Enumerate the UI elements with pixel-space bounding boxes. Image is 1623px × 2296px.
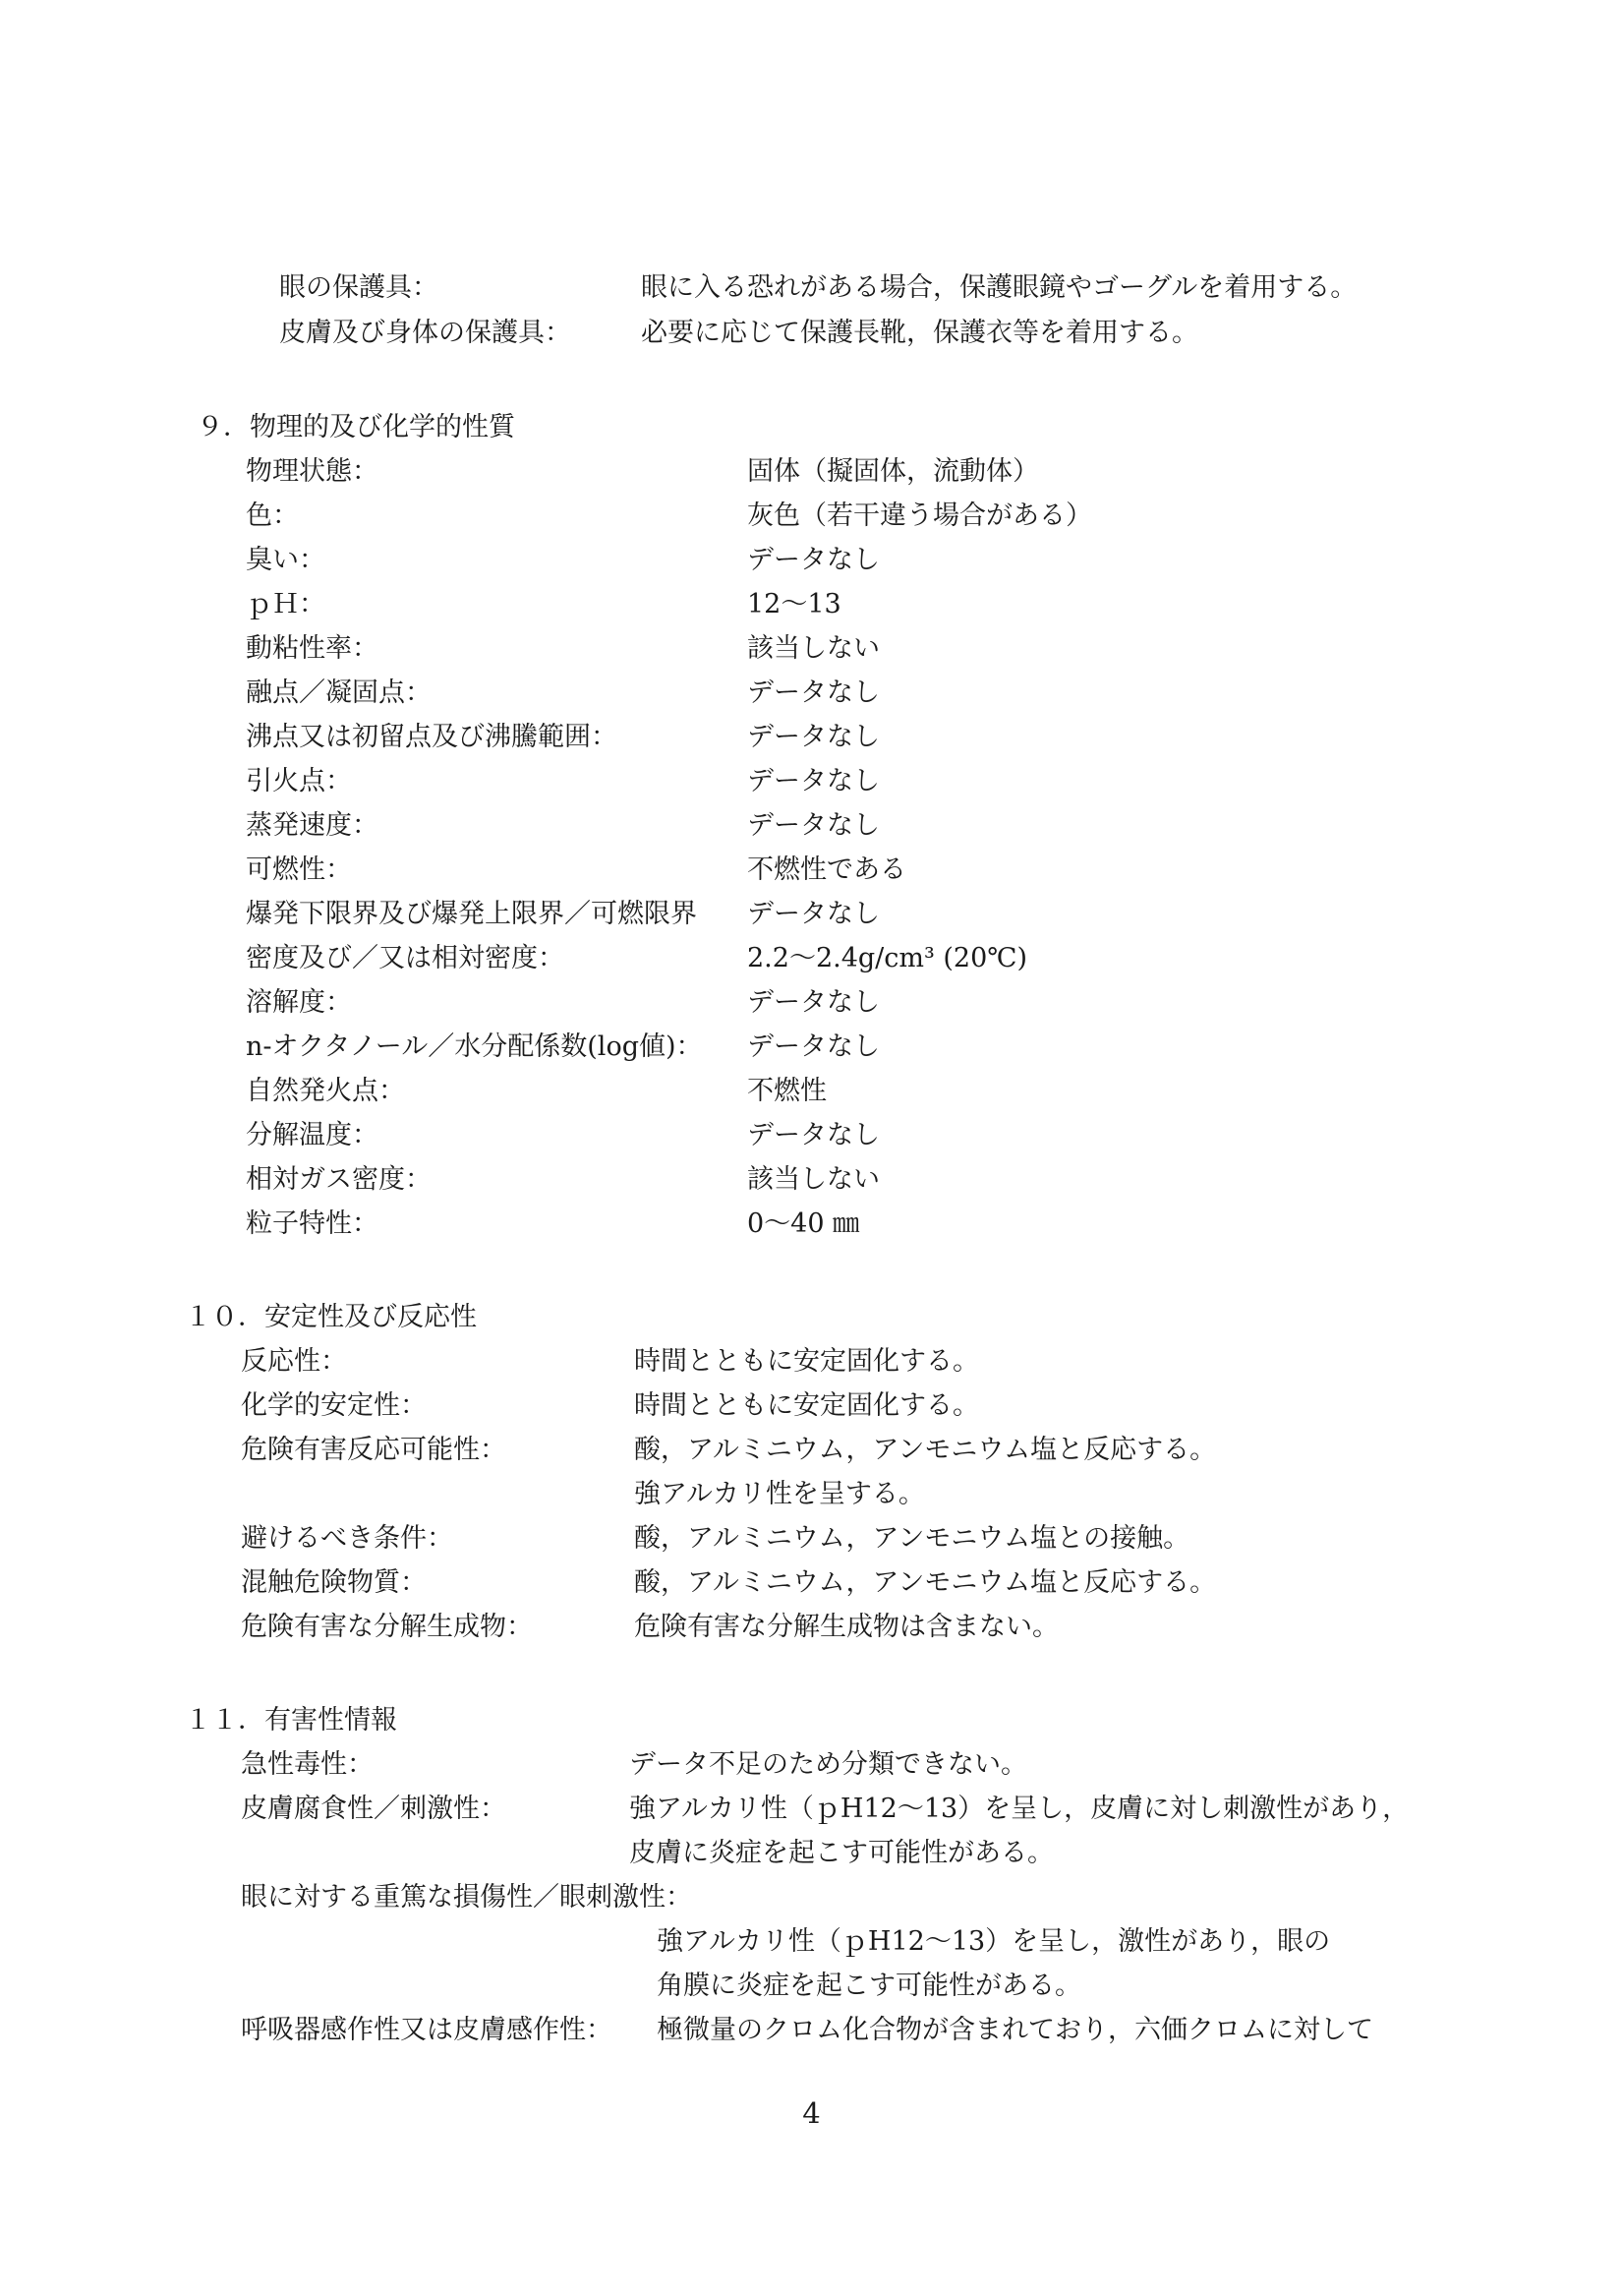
property-value: 灰色（若干違う場合がある） — [747, 500, 1092, 531]
toxicity-value: データ不足のため分類できない。 — [629, 1749, 1027, 1780]
property-value: データなし — [747, 722, 880, 752]
toxicity-label: 急性毒性： — [241, 1749, 374, 1780]
page-number: 4 — [802, 2096, 821, 2130]
property-label: 引火点： — [246, 766, 352, 796]
skin-protection-value: 必要に応じて保護長靴，保護衣等を着用する。 — [641, 318, 1198, 348]
property-value: データなし — [747, 545, 880, 575]
section-heading-10: １０．安定性及び反応性 — [185, 1302, 477, 1332]
property-value: 固体（擬固体，流動体） — [747, 456, 1039, 487]
property-label: 分解温度： — [246, 1120, 378, 1150]
property-label: 色： — [246, 500, 299, 531]
property-label: ｐＨ： — [246, 589, 325, 619]
property-value: データなし — [747, 1120, 880, 1150]
toxicity-label: 呼吸器感作性又は皮膚感作性： — [241, 2015, 612, 2045]
property-label: n-オクタノール／水分配係数(log値)： — [246, 1031, 703, 1062]
property-label: 蒸発速度： — [246, 810, 378, 841]
property-value: データなし — [747, 766, 880, 796]
property-label: 沸点又は初留点及び沸騰範囲： — [246, 722, 617, 752]
stability-label: 危険有害な分解生成物： — [241, 1612, 533, 1642]
stability-label: 避けるべき条件： — [241, 1523, 453, 1554]
toxicity-value-continued: 角膜に炎症を起こす可能性がある。 — [657, 1971, 1081, 2001]
section-heading-11: １１．有害性情報 — [185, 1705, 397, 1736]
toxicity-label: 皮膚腐食性／刺激性： — [241, 1794, 506, 1824]
property-label: 相対ガス密度： — [246, 1164, 432, 1195]
stability-value: 時間とともに安定固化する。 — [634, 1346, 979, 1377]
property-value: データなし — [747, 899, 880, 929]
stability-value: 危険有害な分解生成物は含まない。 — [634, 1612, 1059, 1642]
property-label: 可燃性： — [246, 854, 352, 885]
eye-protection-value: 眼に入る恐れがある場合，保護眼鏡やゴーグルを着用する。 — [641, 272, 1358, 303]
stability-value: 酸，アルミニウム，アンモニウム塩と反応する。 — [634, 1435, 1217, 1465]
stability-label: 危険有害反応可能性： — [241, 1435, 506, 1465]
stability-value-continued: 強アルカリ性を呈する。 — [634, 1479, 925, 1509]
stability-value: 酸，アルミニウム，アンモニウム塩との接触。 — [634, 1523, 1190, 1554]
property-value: 2.2～2.4g/cm³ (20℃) — [747, 943, 1028, 973]
property-label: 融点／凝固点： — [246, 677, 432, 708]
property-label: 爆発下限界及び爆発上限界／可燃限界 — [246, 899, 697, 929]
property-value: 該当しない — [747, 1164, 880, 1195]
toxicity-label: 眼に対する重篤な損傷性／眼刺激性： — [241, 1882, 692, 1913]
toxicity-value: 極微量のクロム化合物が含まれており，六価クロムに対して — [657, 2015, 1373, 2045]
property-value: 12～13 — [747, 589, 841, 619]
stability-label: 反応性： — [241, 1346, 347, 1377]
property-label: 自然発火点： — [246, 1076, 405, 1106]
property-value: データなし — [747, 1031, 880, 1062]
property-label: 動粘性率： — [246, 633, 378, 664]
property-value: 0～40 ㎜ — [747, 1208, 860, 1239]
property-label: 臭い： — [246, 545, 325, 575]
toxicity-value: 強アルカリ性（ｐH12～13）を呈し，激性があり，眼の — [657, 1926, 1331, 1957]
property-value: データなし — [747, 987, 880, 1018]
property-value: データなし — [747, 677, 880, 708]
toxicity-value: 強アルカリ性（ｐH12～13）を呈し，皮膚に対し刺激性があり， — [629, 1794, 1410, 1824]
property-value: 不燃性である — [747, 854, 906, 885]
property-label: 溶解度： — [246, 987, 352, 1018]
stability-value: 酸，アルミニウム，アンモニウム塩と反応する。 — [634, 1567, 1217, 1598]
section-heading-9: ９．物理的及び化学的性質 — [197, 412, 515, 442]
skin-protection-label: 皮膚及び身体の保護具： — [279, 318, 571, 348]
stability-value: 時間とともに安定固化する。 — [634, 1390, 979, 1421]
stability-label: 化学的安定性： — [241, 1390, 427, 1421]
property-value: 不燃性 — [747, 1076, 827, 1106]
eye-protection-label: 眼の保護具： — [279, 272, 438, 303]
property-label: 粒子特性： — [246, 1208, 378, 1239]
toxicity-value-continued: 皮膚に炎症を起こす可能性がある。 — [629, 1838, 1054, 1868]
property-label: 密度及び／又は相対密度： — [246, 943, 564, 973]
property-value: データなし — [747, 810, 880, 841]
property-value: 該当しない — [747, 633, 880, 664]
property-label: 物理状態： — [246, 456, 378, 487]
stability-label: 混触危険物質： — [241, 1567, 427, 1598]
